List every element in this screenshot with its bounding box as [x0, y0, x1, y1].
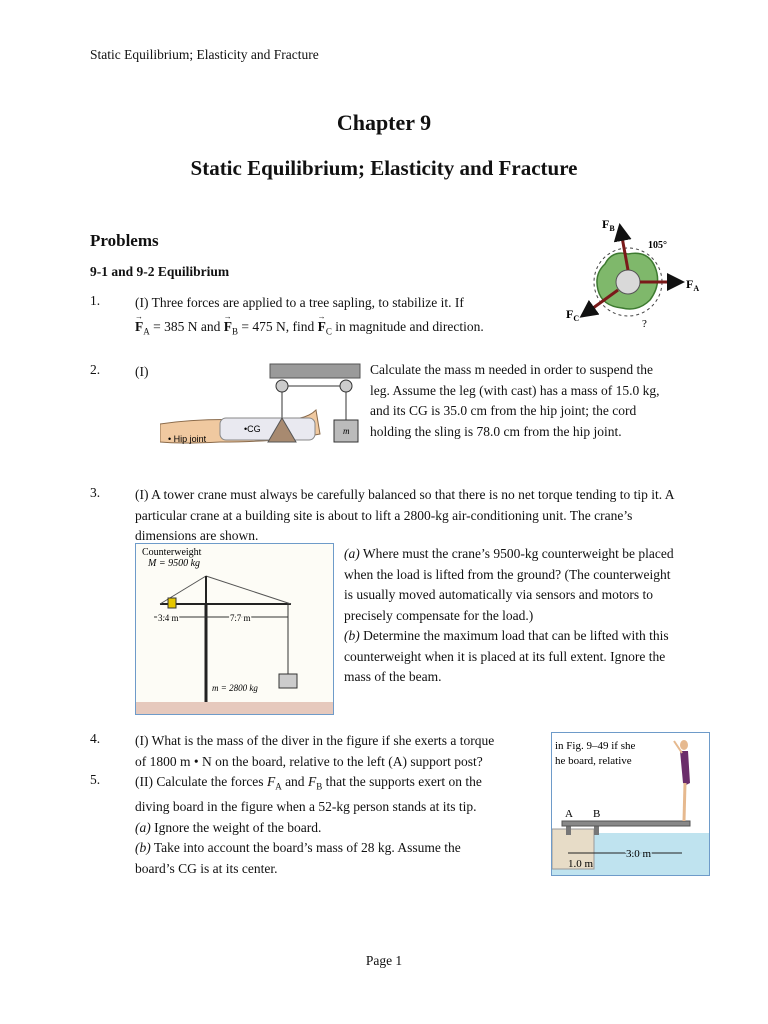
problem-3-number: 3. — [90, 485, 101, 500]
problem-1-number: 1. — [90, 293, 101, 308]
fa-subscript: A — [143, 326, 150, 337]
problem-4-line2: of 1800 m • N on the board, relative to the left (A) support post? — [135, 753, 483, 769]
problem-5-part-a — [135, 818, 545, 839]
dim-label-2: 7.7 m — [230, 613, 251, 623]
counterweight-label: Counterweight — [142, 547, 202, 558]
problem-5-line5: board’s CG is at its center. — [135, 860, 278, 876]
fc-subscript: C — [325, 326, 332, 337]
crane-figure — [136, 544, 333, 714]
problem-4-line1: (I) What is the mass of the diver in the figure if she exerts a torque — [135, 733, 495, 748]
chapter-title: Static Equilibrium; Elasticity and Fracture — [190, 156, 578, 180]
counterweight-block — [168, 598, 176, 608]
fb-value: = 475 N, find — [238, 318, 318, 334]
p5-fb: F — [307, 774, 317, 789]
problem-5-text — [135, 772, 545, 879]
label-b: B — [593, 808, 601, 820]
part-a-label: (a) — [344, 546, 360, 561]
problem-3-part-a — [344, 544, 674, 626]
p5-fa-sub: A — [275, 781, 282, 792]
dim-label-3m: 3.0 m — [626, 848, 652, 860]
problem-1-tail: in magnitude and direction. — [331, 318, 484, 334]
problem-5-line1 — [135, 772, 545, 797]
fig1-fc-label: $F_C$ — [566, 307, 580, 323]
running-header: Static Equilibrium; Elasticity and Fracture — [90, 47, 319, 62]
fc-symbol: → F — [318, 317, 326, 338]
fa-symbol: → F — [135, 317, 143, 338]
trunk-icon — [616, 270, 640, 294]
ground — [136, 702, 333, 714]
problem-4-text — [135, 731, 545, 772]
dim-label-1m: 1.0 m — [568, 858, 594, 870]
p5-fb-sub: B — [316, 781, 323, 792]
fig1-fb-label: $F_B$ — [602, 217, 615, 233]
pulley-left-icon — [276, 380, 288, 392]
p5-part-a-text: Ignore the weight of the board. — [150, 819, 322, 835]
problem-1-line1: (I) Three forces are applied to a tree sapling, to stabilize it. If — [135, 295, 464, 310]
cast-icon — [220, 418, 315, 440]
hip-joint-label: • Hip joint — [168, 434, 207, 444]
fb-subscript: B — [231, 326, 238, 337]
problem-2-text: Calculate the mass m needed in order to suspend the leg. Assume the leg (with cast) has a mass of 15.0 kg, and its CG is 35.0 cm from the hip joint; the cord holding the sling is 78.0 cm from the hip joint. — [370, 362, 660, 439]
diver-legs-icon — [684, 783, 685, 821]
p5-part-b-label: (b) — [135, 840, 151, 856]
problem-4-number: 4. — [90, 731, 101, 746]
diving-board — [562, 821, 690, 826]
p5-text-a: (II) Calculate the forces — [135, 774, 267, 789]
label-a: A — [565, 808, 573, 820]
section-heading: 9-1 and 9-2 Equilibrium — [90, 264, 230, 279]
ceiling-beam — [270, 364, 360, 378]
load-block — [279, 674, 297, 688]
problem-1-line2 — [135, 317, 555, 342]
p5-fa: F — [266, 774, 276, 789]
problem-1-text — [135, 293, 555, 342]
diving-board-figure — [552, 733, 709, 875]
problems-heading: Problems — [90, 231, 159, 250]
cg-label: •CG — [244, 424, 261, 434]
fig1-fa-label: $F_A$ — [686, 277, 700, 293]
problem-3-intro: (I) A tower crane must always be carefully balanced so that there is no net torque tending to tip it. A particular crane at a building site is about to lift a 2800-kg air-conditioning unit. The crane’s dimensions are shown. — [135, 487, 674, 543]
crane-figure-box — [135, 543, 334, 715]
problem-5-line2: diving board in the figure when a 52-kg person stands at its tip. — [135, 799, 477, 815]
problem-3-part-b — [344, 626, 674, 688]
fa-value: = 385 N and — [149, 318, 224, 334]
p5-text-b: that the supports exert on the — [322, 774, 482, 789]
chapter-number: Chapter 9 — [336, 110, 432, 135]
caption-line-1: in Fig. 9–49 if she — [555, 740, 636, 752]
problem-5-number: 5. — [90, 772, 101, 787]
pulley-right-icon — [340, 380, 352, 392]
dim-label-1: 3.4 m — [158, 613, 179, 623]
problem-5-part-b — [135, 838, 545, 859]
problem-2-number: 2. — [90, 362, 101, 377]
mass-label: m — [343, 426, 350, 436]
part-b-text: Determine the maximum load that can be lifted with this counterweight when it is placed at its full extent. Ignore the mass of the beam. — [344, 628, 669, 684]
p5-and: and — [281, 774, 308, 789]
fb-symbol: → F — [224, 317, 232, 338]
diving-figure-box — [551, 732, 710, 876]
p5-part-b-text: Take into account the board’s mass of 28 kg. Assume the — [150, 840, 461, 856]
fig1-unknown-angle: ? — [642, 318, 647, 330]
load-mass-label: m = 2800 kg — [212, 683, 258, 693]
sapling-force-diagram — [560, 212, 710, 337]
problem-2-level: (I) — [135, 364, 149, 379]
counterweight-mass-label: M = 9500 kg — [148, 558, 201, 569]
p5-part-a-label: (a) — [135, 819, 151, 835]
diver-head-icon — [680, 740, 688, 750]
part-a-text: Where must the crane’s 9500-kg counterweight be placed when the load is lifted from the ground? (The counterweight is usually moved automatically via sensors and motors to precisely compensate for the load.) — [344, 546, 674, 623]
part-b-label: (b) — [344, 628, 360, 643]
caption-line-2: he board, relative — [555, 755, 632, 767]
fig1-angle-label: 105° — [648, 240, 667, 251]
page-number: Page 1 — [365, 953, 403, 968]
leg-traction-figure — [160, 362, 365, 457]
problem-3-parts — [344, 544, 674, 688]
